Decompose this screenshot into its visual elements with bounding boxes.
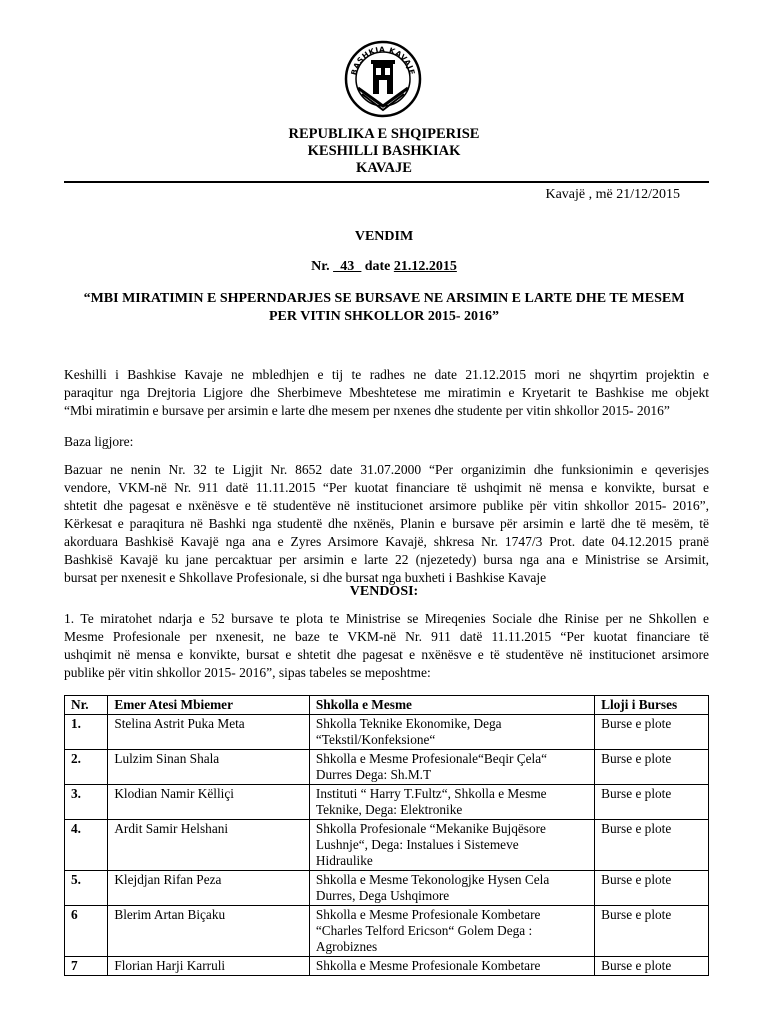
legal-basis-line-7: bursat per nxenesit e Shkollave Profesionale, si dhe bursat nga buxheti i Bashkise Kavaje: [64, 570, 547, 585]
letterhead-line-1: REPUBLIKA E SHQIPERISE: [288, 126, 480, 142]
header-rule: [64, 181, 709, 183]
decision-heading: VENDIM: [354, 229, 414, 244]
cell-school-line: Shkolla e Mesme Tekonologjke Hysen Cela: [315, 872, 550, 887]
cell-number: 3.: [65, 785, 108, 820]
decision-title-line-1: “MBI MIRATIMIN E SHPERNDARJES SE BURSAVE NE ARSIMIN E LARTE DHE TE MESEM: [83, 291, 685, 306]
cell-school-line: Shkolla e Mesme Profesionale Kombetare: [315, 907, 541, 922]
table-row: [65, 957, 709, 976]
municipality-seal-logo: [344, 40, 422, 118]
decision-number-value: _43_: [333, 259, 362, 274]
cell-school: [309, 715, 594, 750]
cell-type: Burse e plote: [595, 750, 709, 785]
legal-basis-label: Baza ligjore:: [64, 434, 134, 449]
decision-title: [60, 290, 708, 326]
column-header-type: Lloji i Burses: [595, 696, 709, 715]
table-row: [65, 820, 709, 871]
decided-heading: VENDOSI:: [349, 584, 419, 599]
cell-school-line: Shkolla Profesionale “Mekanike Bujqësore: [315, 821, 546, 836]
legal-basis-line-2: vendore, VKM-në Nr. 911 datë 11.11.2015 “Per kuotat financiare të ushqimit në mensa e konvikte, bursat e: [64, 480, 709, 495]
point-1-line-3: ushqimit në mensa e konvikte, bursat e shtetit dhe pagesat e nxënësve e të studentëve në institucionet arsimore: [64, 647, 709, 662]
cell-number: 6: [65, 906, 108, 957]
cell-school: [309, 906, 594, 957]
cell-school-line: Durres Dega: Sh.M.T: [315, 767, 432, 782]
intro-paragraph: [64, 366, 709, 420]
cell-name: Ardit Samir Helshani: [108, 820, 310, 871]
column-header-school: Shkolla e Mesme: [309, 696, 594, 715]
cell-type: Burse e plote: [595, 785, 709, 820]
decision-number-middle: date: [361, 259, 394, 274]
cell-school-line: “Charles Telford Ericson“ Golem Dega :: [315, 923, 533, 938]
decision-number-prefix: Nr.: [311, 259, 334, 274]
legal-basis-line-3: shtetit dhe pagesat e nxënësve e të studentëve në institucionet arsimore publike për vitin shkollor 2015- 2016”,: [64, 498, 709, 513]
column-header-number: Nr.: [65, 696, 108, 715]
cell-school: [309, 957, 594, 976]
legal-basis-line-1: Bazuar ne nenin Nr. 32 te Ligjit Nr. 8652 date 31.07.2000 “Per organizimin dhe funksionimin e qeverisjes: [64, 462, 709, 477]
intro-line-1: Keshilli i Bashkise Kavaje ne mbledhjen e tij te radhes ne date 21.12.2015 mori ne shqyrtim projektin e: [64, 367, 709, 382]
letterhead: [0, 126, 768, 177]
letterhead-line-2: KESHILLI BASHKIAK: [307, 143, 461, 159]
cell-school-line: Durres, Dega Ushqimore: [315, 888, 450, 903]
cell-school-line: “Tekstil/Konfeksione“: [315, 732, 436, 747]
cell-school-line: Lushnje“, Dega: Instalues i Sistemeve: [315, 837, 519, 852]
column-header-name: Emer Atesi Mbiemer: [108, 696, 310, 715]
cell-name: Klejdjan Rifan Peza: [108, 871, 310, 906]
cell-name: Lulzim Sinan Shala: [108, 750, 310, 785]
place-date: Kavajë , më 21/12/2015: [545, 187, 680, 202]
table-row: [65, 750, 709, 785]
point-1-paragraph: [64, 610, 709, 682]
legal-basis-line-4: Kërkesat e paraqitura në Bashki nga studentë dhe nxënës, Planin e bursave për arsimin e lartë dhe të mesëm, të: [64, 516, 709, 531]
cell-school-line: Hidraulike: [315, 853, 373, 868]
table-header-row: [65, 696, 709, 715]
point-1-line-4: publike për vitin shkollor 2015- 2016”, sipas tabeles se meposhtme:: [64, 665, 431, 680]
cell-school: [309, 820, 594, 871]
cell-name: Klodian Namir Këlliçi: [108, 785, 310, 820]
cell-school-line: Agrobiznes: [315, 939, 378, 954]
cell-type: Burse e plote: [595, 871, 709, 906]
cell-number: 5.: [65, 871, 108, 906]
decision-number: [0, 259, 768, 275]
cell-school-line: Instituti “ Harry T.Fultz“, Shkolla e Mesme: [315, 786, 547, 801]
table-row: [65, 715, 709, 750]
cell-number: 1.: [65, 715, 108, 750]
cell-school-line: Shkolla e Mesme Profesionale“Beqir Çela“: [315, 751, 548, 766]
point-1-line-2: Mesme Profesionale per nxenesit, ne baze te VKM-në Nr. 911 datë 11.11.2015 “Per kuotat financiare të: [64, 629, 709, 644]
decision-title-line-2: PER VITIN SHKOLLOR 2015- 2016”: [269, 309, 499, 324]
intro-line-3: “Mbi miratimin e bursave per arsimin e larte dhe mesem per nxenes dhe studente per vitin shkollor 2015- 2016”: [64, 403, 670, 418]
table-row: [65, 871, 709, 906]
legal-basis-paragraph: [64, 461, 709, 587]
cell-school-line: Shkolla Teknike Ekonomike, Dega: [315, 716, 502, 731]
cell-school: [309, 871, 594, 906]
letterhead-line-3: KAVAJE: [356, 160, 412, 176]
cell-number: 4.: [65, 820, 108, 871]
legal-basis-line-6: Bashkisë Kavajë ku jane percaktuar per arsimin e larte 22 (njezetedy) bursa nga ana e Ministrise se Arsimit,: [64, 552, 709, 567]
scholarship-table: [64, 695, 709, 976]
svg-text:BASHKIA KAVAJE: BASHKIA KAVAJE: [349, 44, 417, 76]
legal-basis-line-5: akorduara Bashkisë Kavajë nga ana e Zyres Arsimore Kavajë, shkresa Nr. 1747/3 Prot. date 04.12.2015 pranë: [64, 534, 709, 549]
cell-name: Stelina Astrit Puka Meta: [108, 715, 310, 750]
cell-name: Blerim Artan Biçaku: [108, 906, 310, 957]
cell-school: [309, 750, 594, 785]
cell-type: Burse e plote: [595, 820, 709, 871]
cell-school-line: Teknike, Dega: Elektronike: [315, 802, 463, 817]
point-1-line-1: 1. Te miratohet ndarja e 52 bursave te plota te Ministrise se Mireqenies Sociale dhe Rinise per ne Shkollen e: [64, 611, 709, 626]
cell-number: 7: [65, 957, 108, 976]
cell-name: Florian Harji Karruli: [108, 957, 310, 976]
cell-school-line: Shkolla e Mesme Profesionale Kombetare: [315, 958, 541, 973]
table-row: [65, 906, 709, 957]
cell-school: [309, 785, 594, 820]
cell-number: 2.: [65, 750, 108, 785]
cell-type: Burse e plote: [595, 957, 709, 976]
cell-type: Burse e plote: [595, 906, 709, 957]
intro-line-2: paraqitur nga Drejtoria Ligjore dhe Sherbimeve Mbeshtetese me miratimin e Kryetarit te Bashkise me objekt: [64, 385, 709, 400]
cell-type: Burse e plote: [595, 715, 709, 750]
decision-date-value: 21.12.2015: [393, 259, 457, 274]
table-row: [65, 785, 709, 820]
